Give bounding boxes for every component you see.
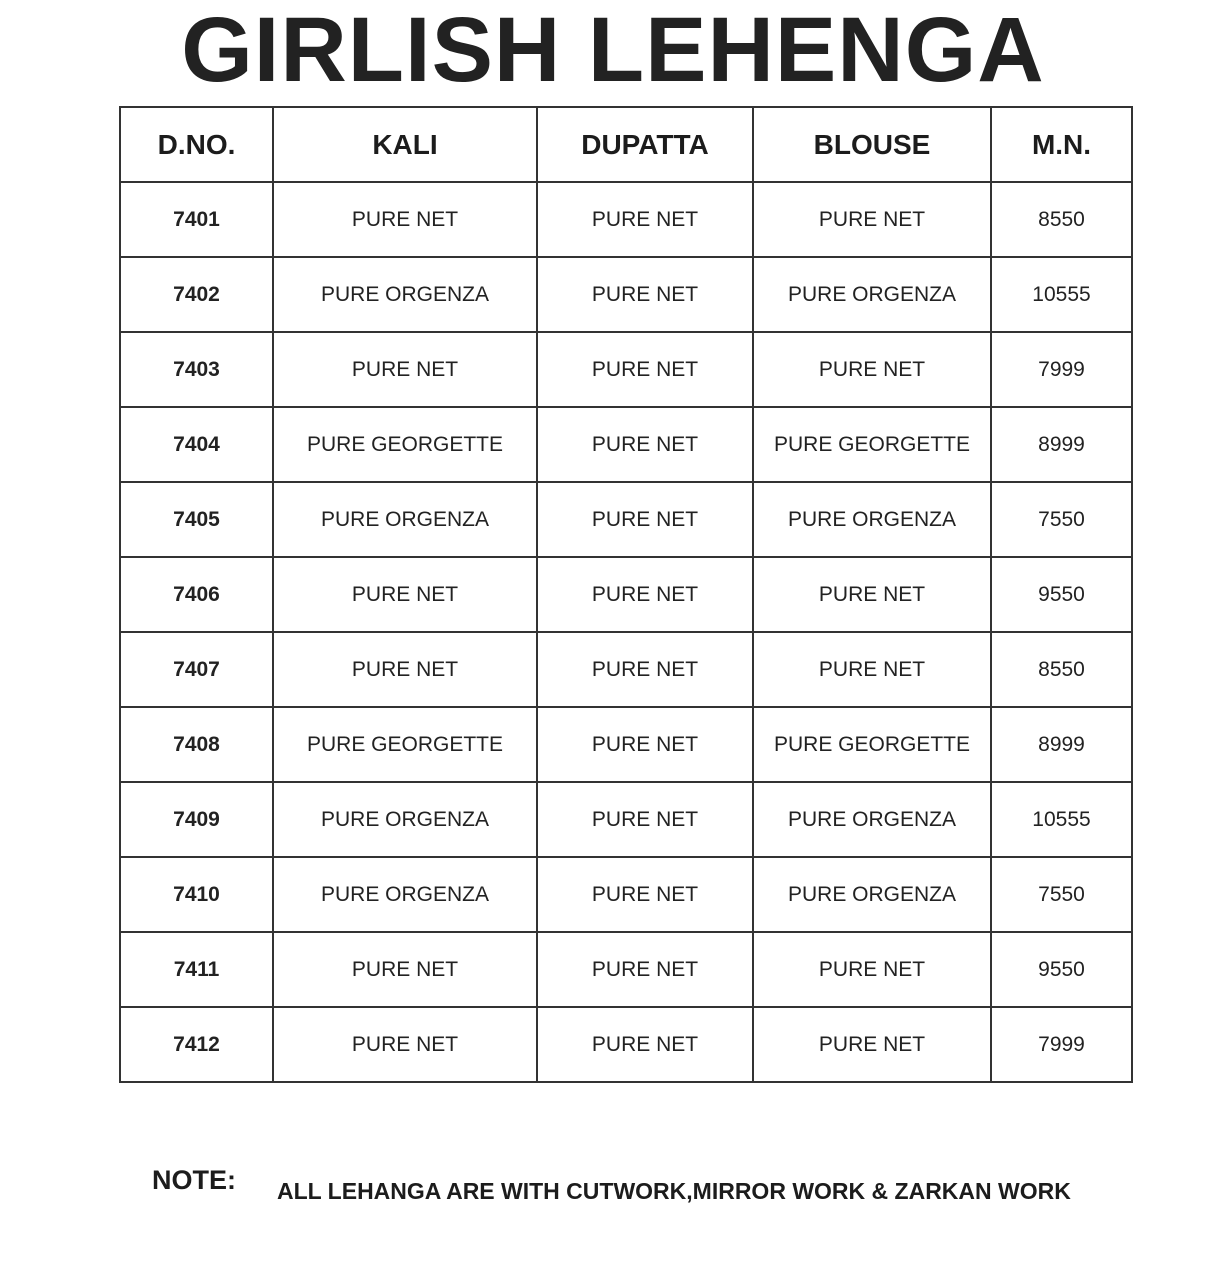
header-blouse: BLOUSE — [753, 107, 991, 182]
cell-kali: PURE NET — [273, 182, 537, 257]
cell-blouse: PURE NET — [753, 182, 991, 257]
cell-kali: PURE NET — [273, 332, 537, 407]
cell-dupatta: PURE NET — [537, 782, 753, 857]
cell-dupatta: PURE NET — [537, 257, 753, 332]
header-row — [120, 107, 1132, 182]
table-row — [120, 407, 1132, 482]
table-row — [120, 632, 1132, 707]
cell-kali: PURE NET — [273, 632, 537, 707]
cell-kali: PURE GEORGETTE — [273, 707, 537, 782]
cell-mn: 9550 — [991, 557, 1132, 632]
cell-dno: 7405 — [120, 482, 273, 557]
cell-dno: 7406 — [120, 557, 273, 632]
cell-dupatta: PURE NET — [537, 632, 753, 707]
cell-mn: 7999 — [991, 1007, 1132, 1082]
cell-mn: 8999 — [991, 707, 1132, 782]
cell-mn: 8550 — [991, 182, 1132, 257]
table-row — [120, 557, 1132, 632]
cell-kali: PURE ORGENZA — [273, 482, 537, 557]
cell-blouse: PURE ORGENZA — [753, 257, 991, 332]
table-row — [120, 257, 1132, 332]
cell-dno: 7409 — [120, 782, 273, 857]
cell-blouse: PURE NET — [753, 932, 991, 1007]
cell-mn: 8999 — [991, 407, 1132, 482]
cell-dupatta: PURE NET — [537, 1007, 753, 1082]
cell-dupatta: PURE NET — [537, 557, 753, 632]
header-dno: D.NO. — [120, 107, 273, 182]
cell-dno: 7401 — [120, 182, 273, 257]
cell-mn: 9550 — [991, 932, 1132, 1007]
cell-blouse: PURE NET — [753, 632, 991, 707]
cell-kali: PURE ORGENZA — [273, 782, 537, 857]
cell-mn: 10555 — [991, 257, 1132, 332]
cell-blouse: PURE NET — [753, 332, 991, 407]
cell-kali: PURE ORGENZA — [273, 257, 537, 332]
cell-dno: 7407 — [120, 632, 273, 707]
note-label: NOTE: — [152, 1165, 236, 1195]
table-row — [120, 857, 1132, 932]
cell-blouse: PURE NET — [753, 557, 991, 632]
cell-dno: 7412 — [120, 1007, 273, 1082]
cell-kali: PURE NET — [273, 1007, 537, 1082]
table-row — [120, 707, 1132, 782]
table-row — [120, 1007, 1132, 1082]
note-text: ALL LEHANGA ARE WITH CUTWORK,MIRROR WORK & ZARKAN WORK — [277, 1178, 1071, 1204]
cell-mn: 7999 — [991, 332, 1132, 407]
cell-mn: 8550 — [991, 632, 1132, 707]
cell-kali: PURE NET — [273, 932, 537, 1007]
cell-dno: 7404 — [120, 407, 273, 482]
cell-kali: PURE ORGENZA — [273, 857, 537, 932]
table-row — [120, 182, 1132, 257]
header-mn: M.N. — [991, 107, 1132, 182]
cell-dno: 7402 — [120, 257, 273, 332]
cell-blouse: PURE ORGENZA — [753, 857, 991, 932]
cell-dupatta: PURE NET — [537, 407, 753, 482]
cell-dno: 7403 — [120, 332, 273, 407]
cell-mn: 10555 — [991, 782, 1132, 857]
cell-kali: PURE GEORGETTE — [273, 407, 537, 482]
cell-dupatta: PURE NET — [537, 707, 753, 782]
cell-blouse: PURE ORGENZA — [753, 782, 991, 857]
price-table — [119, 106, 1133, 1083]
cell-blouse: PURE GEORGETTE — [753, 707, 991, 782]
page-title: GIRLISH LEHENGA — [181, 0, 1045, 101]
cell-dupatta: PURE NET — [537, 857, 753, 932]
table-row — [120, 482, 1132, 557]
table-row — [120, 932, 1132, 1007]
cell-dupatta: PURE NET — [537, 932, 753, 1007]
cell-mn: 7550 — [991, 857, 1132, 932]
cell-blouse: PURE GEORGETTE — [753, 407, 991, 482]
cell-blouse: PURE ORGENZA — [753, 482, 991, 557]
header-dupatta: DUPATTA — [537, 107, 753, 182]
cell-dno: 7410 — [120, 857, 273, 932]
cell-kali: PURE NET — [273, 557, 537, 632]
cell-dupatta: PURE NET — [537, 482, 753, 557]
cell-blouse: PURE NET — [753, 1007, 991, 1082]
cell-dupatta: PURE NET — [537, 182, 753, 257]
table-row — [120, 332, 1132, 407]
cell-dno: 7408 — [120, 707, 273, 782]
cell-dupatta: PURE NET — [537, 332, 753, 407]
cell-mn: 7550 — [991, 482, 1132, 557]
header-kali: KALI — [273, 107, 537, 182]
cell-dno: 7411 — [120, 932, 273, 1007]
table-row — [120, 782, 1132, 857]
